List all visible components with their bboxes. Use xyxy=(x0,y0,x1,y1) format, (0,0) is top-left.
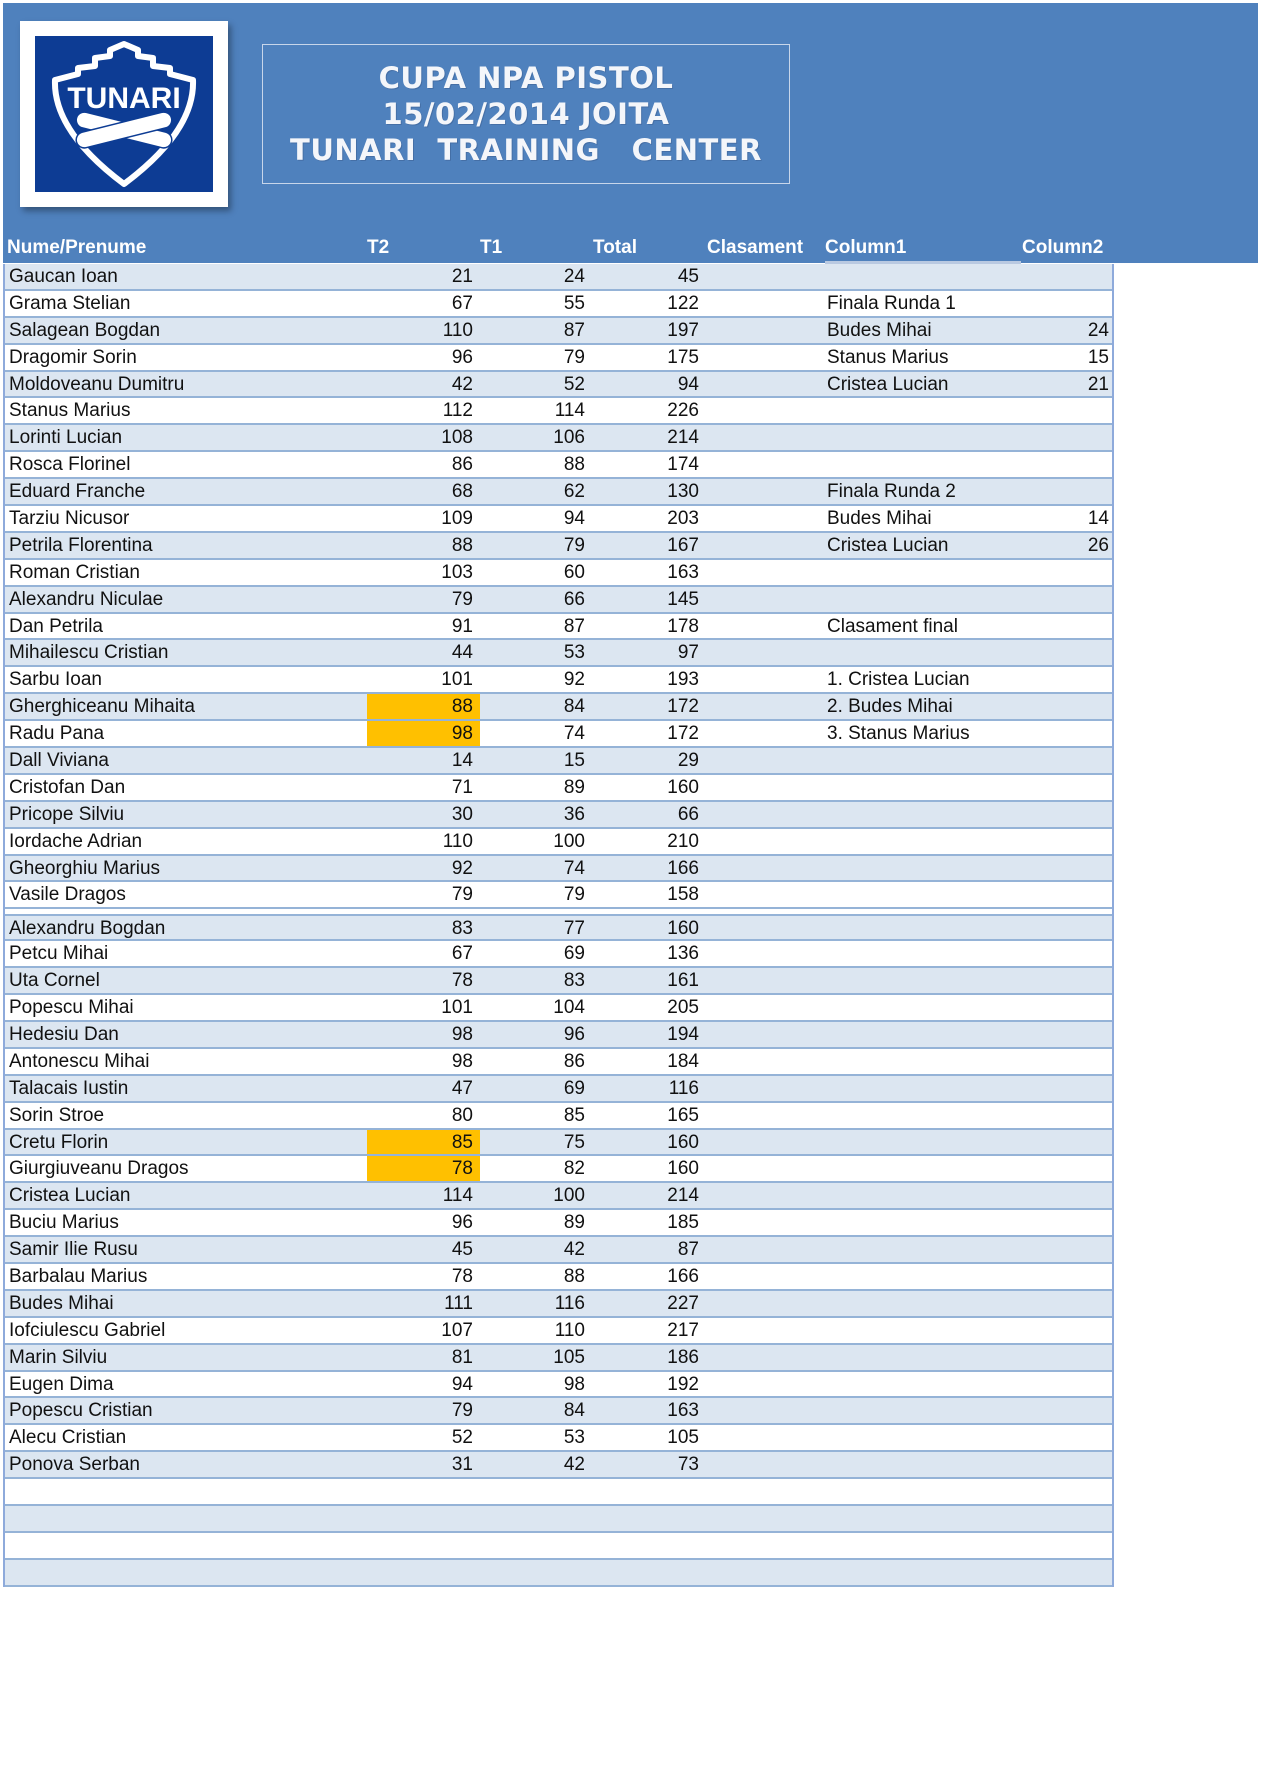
cell-t2[interactable]: 96 xyxy=(451,1212,473,1234)
cell-name[interactable]: Alexandru Bogdan xyxy=(9,918,166,940)
cell-name[interactable]: Sarbu Ioan xyxy=(9,669,102,691)
cell-t1[interactable]: 100 xyxy=(553,830,585,852)
cell-t2[interactable]: 107 xyxy=(441,1319,473,1341)
table-header-row xyxy=(3,234,1258,262)
cell-name[interactable]: Antonescu Mihai xyxy=(9,1050,150,1072)
cell-total[interactable]: 45 xyxy=(677,266,699,287)
cell-name[interactable]: Popescu Cristian xyxy=(9,1400,153,1422)
cell-total[interactable]: 165 xyxy=(667,1104,699,1126)
table-row[interactable] xyxy=(5,452,1112,479)
table-row[interactable] xyxy=(5,318,1112,345)
cell-t1[interactable]: 83 xyxy=(563,970,585,992)
table-row[interactable] xyxy=(5,968,1112,995)
cell-total[interactable]: 193 xyxy=(667,669,699,691)
cell-t2[interactable]: 79 xyxy=(451,884,473,906)
cell-t1[interactable]: 79 xyxy=(563,534,585,556)
cell-name[interactable]: Cretu Florin xyxy=(9,1131,109,1153)
cell-t2[interactable]: 101 xyxy=(441,669,473,691)
cell-name[interactable]: Buciu Marius xyxy=(9,1212,119,1234)
event-title: CUPA NPA PISTOL xyxy=(378,61,674,95)
table-row[interactable] xyxy=(5,1264,1112,1291)
cell-total[interactable]: 29 xyxy=(677,750,699,772)
table-row[interactable] xyxy=(5,425,1112,452)
table-row[interactable] xyxy=(5,1372,1112,1399)
cell-t2[interactable]: 52 xyxy=(451,1427,473,1449)
cell-name[interactable]: Dan Petrila xyxy=(9,615,103,637)
cell-name[interactable]: Eugen Dima xyxy=(9,1373,114,1395)
table-row[interactable] xyxy=(5,1506,1112,1533)
cell-t2[interactable]: 98 xyxy=(451,1023,473,1045)
cell-name[interactable]: Dall Viviana xyxy=(9,750,109,772)
cell-total[interactable]: 184 xyxy=(667,1050,699,1072)
cell-t1[interactable]: 79 xyxy=(563,884,585,906)
cell-t2[interactable]: 111 xyxy=(444,1292,473,1314)
cell-total[interactable]: 175 xyxy=(667,346,699,368)
header-clasament[interactable]: Clasament xyxy=(707,237,804,258)
cell-total[interactable]: 185 xyxy=(667,1212,699,1234)
cell-total[interactable]: 160 xyxy=(667,918,699,940)
cell-total[interactable]: 210 xyxy=(667,830,699,852)
table-row[interactable] xyxy=(5,1049,1112,1076)
table-row[interactable] xyxy=(5,1560,1112,1587)
cell-t1[interactable]: 75 xyxy=(563,1131,585,1153)
cell-name[interactable]: Marin Silviu xyxy=(9,1346,108,1368)
cell-t1[interactable]: 42 xyxy=(563,1454,585,1476)
table-row[interactable] xyxy=(5,1479,1112,1506)
cell-t2[interactable]: 71 xyxy=(451,776,473,798)
cell-name[interactable]: Moldoveanu Dumitru xyxy=(9,373,185,395)
table-row[interactable] xyxy=(5,264,1112,291)
cell-total[interactable]: 105 xyxy=(667,1427,699,1449)
table-row[interactable] xyxy=(5,1291,1112,1318)
cell-column1[interactable]: 2. Budes Mihai xyxy=(827,696,953,718)
cell-t1[interactable]: 88 xyxy=(563,454,585,476)
cell-name[interactable]: Petcu Mihai xyxy=(9,943,109,965)
cell-total[interactable]: 192 xyxy=(667,1373,699,1395)
table-row[interactable] xyxy=(5,829,1112,856)
cell-name[interactable]: Grama Stelian xyxy=(9,292,131,314)
cell-t1[interactable]: 87 xyxy=(563,319,585,341)
cell-t2[interactable]: 42 xyxy=(451,373,473,395)
table-row[interactable] xyxy=(5,1130,1112,1157)
table-row[interactable] xyxy=(5,721,1112,748)
cell-total[interactable]: 217 xyxy=(667,1319,699,1341)
cell-name[interactable]: Eduard Franche xyxy=(9,481,146,503)
table-row[interactable] xyxy=(5,345,1112,372)
cell-t2[interactable]: 78 xyxy=(451,1158,473,1180)
table-row[interactable] xyxy=(5,398,1112,425)
cell-t2[interactable]: 112 xyxy=(442,400,473,422)
logo-text: TUNARI xyxy=(67,82,181,115)
table-row[interactable] xyxy=(5,802,1112,829)
cell-total[interactable]: 167 xyxy=(667,534,699,556)
cell-total[interactable]: 136 xyxy=(667,943,699,965)
table-row[interactable] xyxy=(5,479,1112,506)
cell-total[interactable]: 178 xyxy=(667,615,699,637)
cell-column2[interactable]: 26 xyxy=(1087,534,1109,556)
table-row[interactable] xyxy=(5,506,1112,533)
cell-total[interactable]: 214 xyxy=(667,427,699,449)
cell-column1[interactable]: Stanus Marius xyxy=(827,346,949,368)
cell-total[interactable]: 130 xyxy=(667,481,699,503)
cell-total[interactable]: 66 xyxy=(677,803,699,825)
table-row[interactable] xyxy=(5,1318,1112,1345)
cell-t1[interactable]: 94 xyxy=(563,508,585,530)
cell-t2[interactable]: 85 xyxy=(451,1131,473,1153)
cell-t2[interactable]: 83 xyxy=(451,918,473,940)
table-row[interactable] xyxy=(5,775,1112,802)
table-row[interactable] xyxy=(5,1156,1112,1183)
cell-name[interactable]: Gheorghiu Marius xyxy=(9,857,161,879)
cell-t1[interactable]: 114 xyxy=(554,400,585,422)
cell-name[interactable]: Ponova Serban xyxy=(9,1454,140,1476)
cell-total[interactable]: 145 xyxy=(667,588,699,610)
table-row[interactable] xyxy=(5,1103,1112,1130)
cell-total[interactable]: 160 xyxy=(667,1158,699,1180)
cell-name[interactable]: Salagean Bogdan xyxy=(9,319,161,341)
header-t2[interactable]: T2 xyxy=(367,237,390,258)
cell-t1[interactable]: 89 xyxy=(563,776,585,798)
cell-total[interactable]: 172 xyxy=(667,696,699,718)
table-row[interactable] xyxy=(5,748,1112,775)
cell-name[interactable]: Pricope Silviu xyxy=(9,803,125,825)
cell-t2[interactable]: 78 xyxy=(451,970,473,992)
table-row[interactable] xyxy=(5,995,1112,1022)
table-row[interactable] xyxy=(5,1210,1112,1237)
cell-t2[interactable]: 110 xyxy=(442,319,473,341)
cell-total[interactable]: 160 xyxy=(667,1131,699,1153)
cell-name[interactable]: Budes Mihai xyxy=(9,1292,114,1314)
cell-t1[interactable]: 84 xyxy=(563,696,585,718)
cell-column1[interactable]: Budes Mihai xyxy=(827,319,932,341)
cell-name[interactable]: Barbalau Marius xyxy=(9,1265,148,1287)
cell-t2[interactable]: 21 xyxy=(451,266,473,287)
cell-t2[interactable]: 109 xyxy=(441,508,473,530)
table-row[interactable] xyxy=(5,667,1112,694)
table-row[interactable] xyxy=(5,614,1112,641)
table-row[interactable] xyxy=(5,1345,1112,1372)
table-row[interactable] xyxy=(5,914,1112,941)
cell-total[interactable]: 172 xyxy=(667,723,699,745)
cell-name[interactable]: Alexandru Niculae xyxy=(9,588,164,610)
table-row[interactable] xyxy=(5,1425,1112,1452)
table-row[interactable] xyxy=(5,1398,1112,1425)
cell-t1[interactable]: 106 xyxy=(553,427,585,449)
cell-name[interactable]: Petrila Florentina xyxy=(9,534,153,556)
header-column1[interactable]: Column1 xyxy=(825,237,907,258)
table-row[interactable] xyxy=(5,856,1112,883)
cell-t1[interactable]: 74 xyxy=(563,857,585,879)
cell-total[interactable]: 158 xyxy=(667,884,699,906)
cell-total[interactable]: 116 xyxy=(668,1077,699,1099)
cell-t1[interactable]: 98 xyxy=(563,1373,585,1395)
cell-t1[interactable]: 66 xyxy=(563,588,585,610)
cell-name[interactable]: Vasile Dragos xyxy=(9,884,126,906)
cell-t1[interactable]: 84 xyxy=(563,1400,585,1422)
cell-column1[interactable]: Cristea Lucian xyxy=(827,534,949,556)
cell-t2[interactable]: 68 xyxy=(451,481,473,503)
cell-t2[interactable]: 79 xyxy=(451,588,473,610)
cell-t2[interactable]: 80 xyxy=(451,1104,473,1126)
cell-t2[interactable]: 30 xyxy=(451,803,473,825)
cell-t1[interactable]: 62 xyxy=(563,481,585,503)
event-venue: TUNARI TRAINING CENTER xyxy=(290,133,762,167)
cell-name[interactable]: Lorinti Lucian xyxy=(9,427,123,449)
cell-column2[interactable]: 15 xyxy=(1087,346,1109,368)
cell-column1[interactable]: Cristea Lucian xyxy=(827,373,949,395)
cell-t1[interactable]: 15 xyxy=(563,750,585,772)
cell-t1[interactable]: 85 xyxy=(563,1104,585,1126)
cell-t1[interactable]: 104 xyxy=(553,997,585,1019)
cell-name[interactable]: Mihailescu Cristian xyxy=(9,642,169,664)
cell-t2[interactable]: 101 xyxy=(441,997,473,1019)
cell-name[interactable]: Cristea Lucian xyxy=(9,1185,131,1207)
cell-column2[interactable]: 14 xyxy=(1087,508,1109,530)
cell-name[interactable]: Iofciulescu Gabriel xyxy=(9,1319,166,1341)
table-row[interactable] xyxy=(5,694,1112,721)
table-row[interactable] xyxy=(5,1533,1112,1560)
cell-total[interactable]: 87 xyxy=(677,1239,699,1261)
cell-name[interactable]: Gherghiceanu Mihaita xyxy=(9,696,195,718)
cell-t1[interactable]: 100 xyxy=(553,1185,585,1207)
cell-t1[interactable]: 88 xyxy=(563,1265,585,1287)
cell-column2[interactable]: 24 xyxy=(1087,319,1109,341)
cell-t1[interactable]: 74 xyxy=(563,723,585,745)
cell-total[interactable]: 226 xyxy=(667,400,699,422)
cell-total[interactable]: 163 xyxy=(667,561,699,583)
cell-total[interactable]: 174 xyxy=(667,454,699,476)
cell-t2[interactable]: 88 xyxy=(451,696,473,718)
cell-name[interactable]: Radu Pana xyxy=(9,723,105,745)
cell-total[interactable]: 166 xyxy=(667,1265,699,1287)
cell-column1[interactable]: 3. Stanus Marius xyxy=(827,723,970,745)
cell-t2[interactable]: 67 xyxy=(451,943,473,965)
cell-column1[interactable]: Clasament final xyxy=(827,615,958,637)
cell-t1[interactable]: 116 xyxy=(554,1292,585,1314)
cell-total[interactable]: 186 xyxy=(667,1346,699,1368)
header-column2[interactable]: Column2 xyxy=(1022,237,1104,258)
logo xyxy=(20,21,228,207)
table-row[interactable] xyxy=(5,533,1112,560)
cell-t1[interactable]: 77 xyxy=(563,918,585,940)
cell-t1[interactable]: 110 xyxy=(554,1319,585,1341)
cell-name[interactable]: Alecu Cristian xyxy=(9,1427,127,1449)
cell-total[interactable]: 160 xyxy=(667,776,699,798)
header-total[interactable]: Total xyxy=(593,237,637,258)
cell-total[interactable]: 163 xyxy=(667,1400,699,1422)
cell-name[interactable]: Talacais Iustin xyxy=(9,1077,129,1099)
cell-t2[interactable]: 98 xyxy=(451,723,473,745)
event-date-location: 15/02/2014 JOITA xyxy=(382,97,670,131)
cell-total[interactable]: 227 xyxy=(667,1292,699,1314)
cell-t2[interactable]: 103 xyxy=(441,561,473,583)
cell-total[interactable]: 203 xyxy=(667,508,699,530)
cell-name[interactable]: Hedesiu Dan xyxy=(9,1023,119,1045)
cell-total[interactable]: 205 xyxy=(667,997,699,1019)
cell-name[interactable]: Cristofan Dan xyxy=(9,776,126,798)
cell-total[interactable]: 122 xyxy=(667,292,699,314)
cell-t1[interactable]: 53 xyxy=(563,1427,585,1449)
cell-t2[interactable]: 98 xyxy=(451,1050,473,1072)
cell-column1[interactable]: Finala Runda 1 xyxy=(827,292,956,314)
cell-t2[interactable]: 81 xyxy=(451,1346,473,1368)
event-title-box xyxy=(262,44,790,184)
cell-t1[interactable]: 60 xyxy=(563,561,585,583)
cell-t1[interactable]: 69 xyxy=(563,1077,585,1099)
cell-total[interactable]: 94 xyxy=(677,373,699,395)
cell-t1[interactable]: 42 xyxy=(563,1239,585,1261)
cell-t1[interactable]: 36 xyxy=(563,803,585,825)
cell-name[interactable]: Roman Cristian xyxy=(9,561,140,583)
cell-t1[interactable]: 53 xyxy=(563,642,585,664)
cell-name[interactable]: Popescu Mihai xyxy=(9,997,134,1019)
cell-t2[interactable]: 47 xyxy=(451,1077,473,1099)
cell-t1[interactable]: 89 xyxy=(563,1212,585,1234)
cell-total[interactable]: 166 xyxy=(667,857,699,879)
cell-t1[interactable]: 92 xyxy=(563,669,585,691)
cell-t1[interactable]: 55 xyxy=(563,292,585,314)
cell-t1[interactable]: 87 xyxy=(563,615,585,637)
cell-total[interactable]: 197 xyxy=(667,319,699,341)
cell-column2[interactable]: 21 xyxy=(1087,373,1109,395)
cell-name[interactable]: Sorin Stroe xyxy=(9,1104,105,1126)
cell-t1[interactable]: 96 xyxy=(563,1023,585,1045)
table-row[interactable] xyxy=(5,372,1112,399)
cell-name[interactable]: Tarziu Nicusor xyxy=(9,508,130,530)
cell-column1[interactable]: Finala Runda 2 xyxy=(827,481,956,503)
header-name[interactable]: Nume/Prenume xyxy=(7,237,147,258)
table-row[interactable] xyxy=(5,1452,1112,1479)
cell-t1[interactable]: 105 xyxy=(553,1346,585,1368)
table-row[interactable] xyxy=(5,291,1112,318)
cell-t2[interactable]: 44 xyxy=(451,642,473,664)
cell-total[interactable]: 161 xyxy=(667,970,699,992)
cell-name[interactable]: Samir Ilie Rusu xyxy=(9,1239,138,1261)
tunari-shield-logo-icon xyxy=(35,36,213,192)
cell-t2[interactable]: 92 xyxy=(451,857,473,879)
table-row[interactable] xyxy=(5,560,1112,587)
cell-column1[interactable]: Budes Mihai xyxy=(827,508,932,530)
cell-column1[interactable]: 1. Cristea Lucian xyxy=(827,669,970,691)
cell-t2[interactable]: 86 xyxy=(451,454,473,476)
cell-t2[interactable]: 110 xyxy=(442,830,473,852)
cell-t1[interactable]: 52 xyxy=(563,373,585,395)
table-row[interactable] xyxy=(5,1183,1112,1210)
cell-t2[interactable]: 91 xyxy=(451,615,473,637)
cell-total[interactable]: 73 xyxy=(677,1454,699,1476)
cell-name[interactable]: Dragomir Sorin xyxy=(9,346,137,368)
cell-t2[interactable]: 96 xyxy=(451,346,473,368)
table-row[interactable] xyxy=(5,941,1112,968)
cell-t2[interactable]: 14 xyxy=(451,750,473,772)
cell-t2[interactable]: 45 xyxy=(451,1239,473,1261)
cell-name[interactable]: Gaucan Ioan xyxy=(9,266,118,287)
cell-name[interactable]: Stanus Marius xyxy=(9,400,131,422)
cell-t1[interactable]: 24 xyxy=(563,266,585,287)
cell-t1[interactable]: 86 xyxy=(563,1050,585,1072)
cell-t2[interactable]: 94 xyxy=(451,1373,473,1395)
cell-t2[interactable]: 88 xyxy=(451,534,473,556)
cell-t2[interactable]: 108 xyxy=(441,427,473,449)
table-row[interactable] xyxy=(5,1237,1112,1264)
cell-name[interactable]: Giurgiuveanu Dragos xyxy=(9,1158,189,1180)
header-banner xyxy=(3,3,1258,263)
cell-t1[interactable]: 69 xyxy=(563,943,585,965)
cell-name[interactable]: Iordache Adrian xyxy=(9,830,143,852)
cell-t1[interactable]: 79 xyxy=(563,346,585,368)
cell-name[interactable]: Uta Cornel xyxy=(9,970,100,992)
table-row[interactable] xyxy=(5,1022,1112,1049)
cell-t1[interactable]: 82 xyxy=(563,1158,585,1180)
table-row[interactable] xyxy=(5,882,1112,909)
results-table xyxy=(3,264,1114,1587)
cell-total[interactable]: 97 xyxy=(677,642,699,664)
header-t1[interactable]: T1 xyxy=(480,237,503,258)
cell-t2[interactable]: 31 xyxy=(451,1454,473,1476)
cell-t2[interactable]: 79 xyxy=(451,1400,473,1422)
cell-name[interactable]: Rosca Florinel xyxy=(9,454,131,476)
table-row[interactable] xyxy=(5,640,1112,667)
cell-t2[interactable]: 114 xyxy=(442,1185,473,1207)
table-row[interactable] xyxy=(5,587,1112,614)
cell-total[interactable]: 214 xyxy=(667,1185,699,1207)
cell-total[interactable]: 194 xyxy=(667,1023,699,1045)
cell-t2[interactable]: 78 xyxy=(451,1265,473,1287)
table-row[interactable] xyxy=(5,1076,1112,1103)
cell-t2[interactable]: 67 xyxy=(451,292,473,314)
